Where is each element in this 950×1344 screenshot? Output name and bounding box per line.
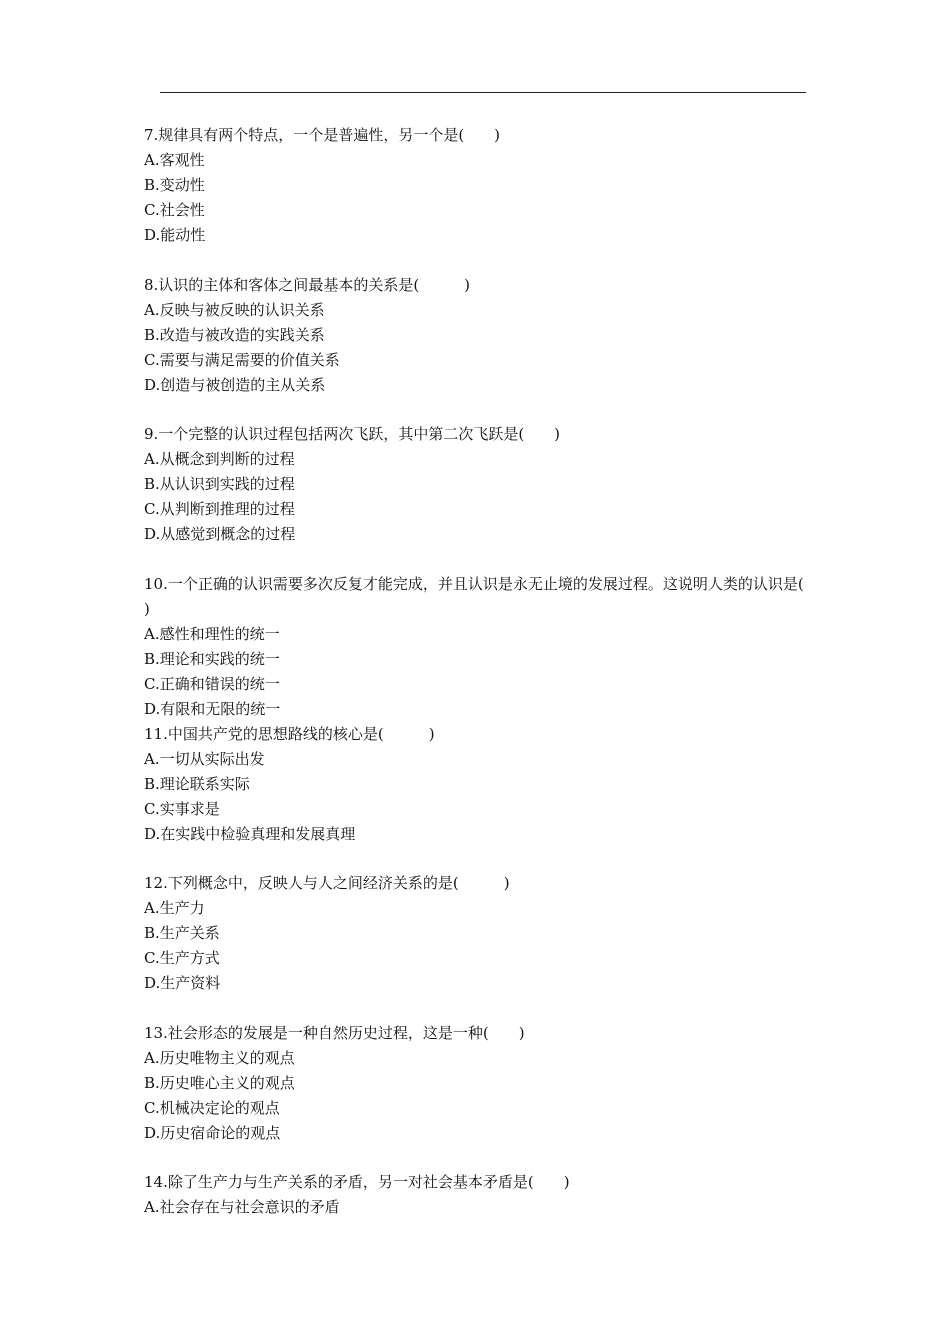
question-stem: 13.社会形态的发展是一种自然历史过程，这是一种( ) bbox=[144, 1023, 525, 1042]
question-14 bbox=[144, 1170, 808, 1220]
question-9 bbox=[144, 422, 808, 547]
option-c: C.社会性 bbox=[144, 201, 205, 219]
option-c: C.从判断到推理的过程 bbox=[144, 500, 295, 518]
option-b: B.改造与被改造的实践关系 bbox=[144, 325, 325, 344]
question-11 bbox=[144, 722, 808, 847]
option-a: A.反映与被反映的认识关系 bbox=[144, 300, 325, 319]
option-a: A.客观性 bbox=[144, 151, 205, 169]
question-stem: 7.规律具有两个特点，一个是普遍性，另一个是( ) bbox=[144, 126, 501, 144]
option-c: C.正确和错误的统一 bbox=[144, 674, 280, 693]
question-8 bbox=[144, 273, 808, 398]
question-stem: 12.下列概念中，反映人与人之间经济关系的是( ) bbox=[144, 874, 510, 892]
option-a: A.历史唯物主义的观点 bbox=[144, 1048, 295, 1067]
option-a: A.社会存在与社会意识的矛盾 bbox=[144, 1198, 340, 1216]
question-stem: 14.除了生产力与生产关系的矛盾，另一对社会基本矛盾是( ) bbox=[144, 1173, 570, 1191]
option-c: C.机械决定论的观点 bbox=[144, 1098, 280, 1117]
option-a: A.从概念到判断的过程 bbox=[144, 450, 295, 468]
question-stem: 11.中国共产党的思想路线的核心是( ) bbox=[144, 724, 435, 743]
option-c: C.需要与满足需要的价值关系 bbox=[144, 350, 340, 369]
option-c: C.实事求是 bbox=[144, 799, 220, 818]
question-10 bbox=[144, 572, 834, 722]
option-b: B.从认识到实践的过程 bbox=[144, 475, 295, 493]
question-12 bbox=[144, 871, 808, 996]
option-b: B.生产关系 bbox=[144, 924, 220, 942]
question-7 bbox=[144, 123, 808, 248]
option-d: D.有限和无限的统一 bbox=[144, 699, 281, 718]
option-b: B.理论联系实际 bbox=[144, 774, 250, 793]
option-a: A.生产力 bbox=[144, 899, 205, 917]
option-c: C.生产方式 bbox=[144, 949, 220, 967]
option-a: A.感性和理性的统一 bbox=[144, 624, 280, 643]
option-d: D.能动性 bbox=[144, 226, 206, 244]
option-b: B.理论和实践的统一 bbox=[144, 649, 280, 668]
question-stem: 8.认识的主体和客体之间最基本的关系是( ) bbox=[144, 275, 471, 294]
option-d: D.在实践中检验真理和发展真理 bbox=[144, 824, 356, 843]
option-b: B.历史唯心主义的观点 bbox=[144, 1073, 295, 1092]
question-stem: 9.一个完整的认识过程包括两次飞跃，其中第二次飞跃是( ) bbox=[144, 425, 561, 443]
option-d: D.生产资料 bbox=[144, 974, 221, 992]
header-rule bbox=[160, 92, 806, 93]
option-a: A.一切从实际出发 bbox=[144, 749, 265, 768]
option-d: D.从感觉到概念的过程 bbox=[144, 525, 296, 543]
option-d: D.创造与被创造的主从关系 bbox=[144, 375, 326, 394]
option-d: D.历史宿命论的观点 bbox=[144, 1123, 281, 1142]
option-b: B.变动性 bbox=[144, 176, 205, 194]
question-stem: 10.一个正确的认识需要多次反复才能完成，并且认识是永无止境的发展过程。这说明人类的认识是( ) bbox=[144, 574, 834, 618]
question-13 bbox=[144, 1021, 808, 1146]
question-list bbox=[144, 123, 834, 1220]
